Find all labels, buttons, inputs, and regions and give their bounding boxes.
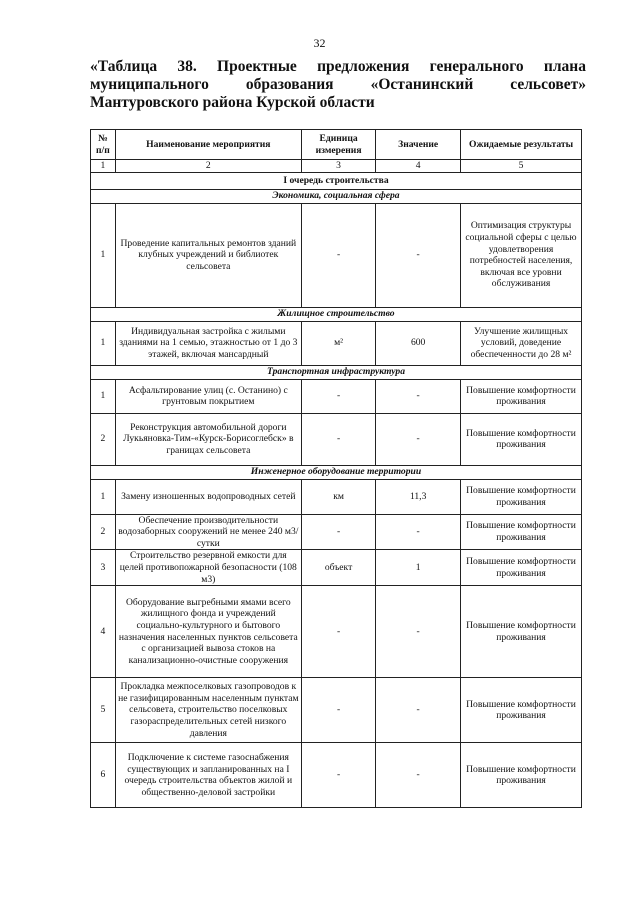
cell-value: - [376, 586, 461, 678]
section-title: Транспортная инфраструктура [91, 365, 582, 379]
heading-line-1 [90, 58, 586, 76]
cell-unit: км [301, 479, 375, 514]
heading-line-2 [90, 76, 586, 94]
heading-word: Проектные [217, 58, 297, 75]
cell-unit: - [301, 586, 375, 678]
cell-num: 1 [91, 479, 116, 514]
section-title: Жилищное строительство [91, 307, 582, 321]
cell-unit: - [301, 203, 375, 307]
col-number: 2 [115, 160, 301, 173]
section-title: Инженерное оборудование территории [91, 465, 582, 479]
col-number: 1 [91, 160, 116, 173]
cell-unit: - [301, 413, 375, 465]
header-name: Наименование мероприятия [115, 130, 301, 160]
cell-value: 11,3 [376, 479, 461, 514]
section-row [91, 465, 582, 479]
cell-value: - [376, 413, 461, 465]
cell-unit: - [301, 514, 375, 550]
cell-result: Повышение комфортности проживания [461, 379, 582, 413]
cell-value: - [376, 514, 461, 550]
section-row [91, 365, 582, 379]
table-row [91, 203, 582, 307]
cell-name: Асфальтирование улиц (с. Останино) с грунтовым покрытием [115, 379, 301, 413]
cell-value: - [376, 743, 461, 808]
cell-value: - [376, 678, 461, 743]
cell-result: Повышение комфортности проживания [461, 479, 582, 514]
cell-result: Повышение комфортности проживания [461, 678, 582, 743]
table-heading [90, 58, 586, 112]
column-number-row [91, 160, 582, 173]
table-row [91, 514, 582, 550]
table-row [91, 743, 582, 808]
cell-unit: - [301, 743, 375, 808]
heading-word: плана [543, 58, 586, 75]
cell-name: Обеспечение производительности водозаборных сооружений не менее 240 м3/сутки [115, 514, 301, 550]
cell-value: - [376, 203, 461, 307]
cell-name: Строительство резервной емкости для целей противопожарной безопасности (108 м3) [115, 550, 301, 586]
cell-name: Оборудование выгребными ямами всего жилищного фонда и учреждений социально-культурного и бытового назначения населенных пунктов сельсовета с организацией вывоза стоков на канализационно-очистные сооружения [115, 586, 301, 678]
header-result: Ожидаемые результаты [461, 130, 582, 160]
cell-result: Повышение комфортности проживания [461, 743, 582, 808]
heading-word: «Таблица [90, 58, 158, 75]
table-row [91, 586, 582, 678]
heading-word: 38. [177, 58, 197, 75]
cell-unit: - [301, 678, 375, 743]
cell-num: 6 [91, 743, 116, 808]
cell-num: 1 [91, 203, 116, 307]
cell-result: Повышение комфортности проживания [461, 413, 582, 465]
page-number: 32 [313, 36, 326, 50]
table-row [91, 678, 582, 743]
cell-result: Улучшение жилищных условий, доведение обеспеченности до 28 м² [461, 321, 582, 365]
table-row [91, 413, 582, 465]
cell-unit: - [301, 379, 375, 413]
section-row [91, 307, 582, 321]
cell-num: 4 [91, 586, 116, 678]
col-number: 4 [376, 160, 461, 173]
table-row [91, 550, 582, 586]
cell-name: Реконструкция автомобильной дороги Лукьяновка-Тим-«Курск-Борисоглебск» в границах сельсовета [115, 413, 301, 465]
heading-word: муниципального [90, 76, 209, 93]
cell-result: Оптимизация структуры социальной сферы с целью удовлетворения потребностей населения, включая все уровни обслуживания [461, 203, 582, 307]
cell-name: Замену изношенных водопроводных сетей [115, 479, 301, 514]
col-number: 5 [461, 160, 582, 173]
heading-word: предложения [317, 58, 410, 75]
cell-num: 2 [91, 514, 116, 550]
section-title: Экономика, социальная сфера [91, 189, 582, 203]
cell-num: 3 [91, 550, 116, 586]
table-row [91, 379, 582, 413]
heading-word: образования [245, 76, 334, 93]
cell-result: Повышение комфортности проживания [461, 550, 582, 586]
heading-line-3: Мантуровского района Курской области [90, 94, 375, 111]
cell-value: 1 [376, 550, 461, 586]
cell-num: 5 [91, 678, 116, 743]
heading-word: сельсовет» [510, 76, 586, 93]
measures-table [90, 129, 582, 808]
cell-num: 1 [91, 321, 116, 365]
col-number: 3 [301, 160, 375, 173]
cell-value: 600 [376, 321, 461, 365]
cell-unit: объект [301, 550, 375, 586]
header-row [91, 130, 582, 160]
cell-name: Подключение к системе газоснабжения существующих и запланированных на I очередь строительства объектов жилой и общественно-деловой застройки [115, 743, 301, 808]
stage-row [91, 172, 582, 189]
cell-name: Проведение капитальных ремонтов зданий клубных учреждений и библиотек сельсовета [115, 203, 301, 307]
cell-num: 2 [91, 413, 116, 465]
header-num: № п/п [91, 130, 116, 160]
stage-title: I очередь строительства [91, 172, 582, 189]
cell-name: Прокладка межпоселковых газопроводов к не газифицированным населенным пунктам сельсовета, строительство поселковых газораспределительных сетей низкого давления [115, 678, 301, 743]
header-value: Значение [376, 130, 461, 160]
heading-word: генерального [429, 58, 524, 75]
section-row [91, 189, 582, 203]
cell-unit: м² [301, 321, 375, 365]
table-row [91, 321, 582, 365]
heading-word: «Останинский [370, 76, 474, 93]
cell-value: - [376, 379, 461, 413]
header-unit: Единица измерения [301, 130, 375, 160]
cell-name: Индивидуальная застройка с жилыми зданиями на 1 семью, этажностью от 1 до 3 этажей, включая мансардный [115, 321, 301, 365]
cell-result: Повышение комфортности проживания [461, 514, 582, 550]
table-row [91, 479, 582, 514]
cell-result: Повышение комфортности проживания [461, 586, 582, 678]
cell-num: 1 [91, 379, 116, 413]
